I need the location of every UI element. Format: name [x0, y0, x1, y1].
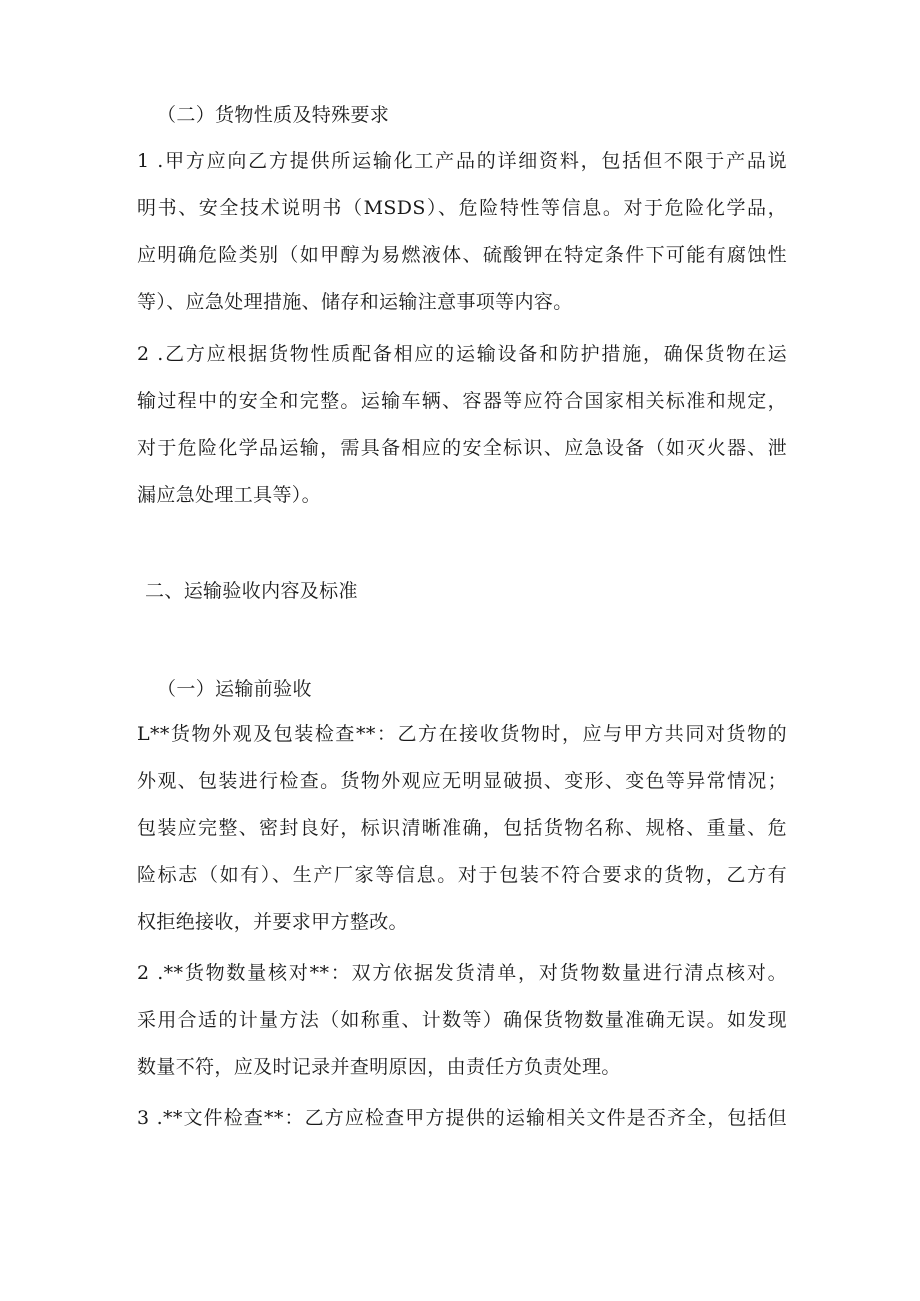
paragraph-line: 1 .甲方应向乙方提供所运输化工产品的详细资料，包括但不限于产品说	[137, 150, 787, 172]
paragraph-line: 数量不符，应及时记录并查明原因，由责任方负责处理。	[137, 1056, 621, 1078]
paragraph-line: 2 .乙方应根据货物性质配备相应的运输设备和防护措施，确保货物在运	[137, 343, 787, 365]
subsection-heading-goods-nature: （二）货物性质及特殊要求	[157, 104, 390, 126]
paragraph-line: L**货物外观及包装检查**：乙方在接收货物时，应与甲方共同对货物的	[137, 723, 787, 745]
paragraph-line: 漏应急处理工具等）。	[137, 484, 322, 506]
section-heading-acceptance: 二、运输验收内容及标准	[145, 580, 358, 602]
paragraph-line: 对于危险化学品运输，需具备相应的安全标识、应急设备（如灭火器、泄	[137, 437, 787, 459]
paragraph-line: 3 .**文件检查**：乙方应检查甲方提供的运输相关文件是否齐全，包括但	[137, 1107, 787, 1129]
paragraph-line: 输过程中的安全和完整。运输车辆、容器等应符合国家相关标准和规定，	[137, 390, 787, 412]
paragraph-line: 外观、包装进行检查。货物外观应无明显破损、变形、变色等异常情况；	[137, 770, 787, 792]
paragraph-line: 包装应完整、密封良好，标识清晰准确，包括货物名称、规格、重量、危	[137, 817, 787, 839]
paragraph-line: 采用合适的计量方法（如称重、计数等）确保货物数量准确无误。如发现	[137, 1009, 787, 1031]
paragraph-line: 权拒绝接收，并要求甲方整改。	[137, 911, 408, 933]
paragraph-line: 2 .**货物数量核对**：双方依据发货清单，对货物数量进行清点核对。	[137, 962, 787, 984]
paragraph-line: 等）、应急处理措施、储存和运输注意事项等内容。	[137, 291, 573, 313]
paragraph-line: 险标志（如有）、生产厂家等信息。对于包装不符合要求的货物，乙方有	[137, 864, 787, 886]
paragraph-line: 应明确危险类别（如甲醇为易燃液体、硫酸钾在特定条件下可能有腐蚀性	[137, 244, 787, 266]
subsection-heading-pre-transport: （一）运输前验收	[157, 678, 312, 700]
paragraph-line: 明书、安全技术说明书（MSDS）、危险特性等信息。对于危险化学品，	[137, 197, 787, 219]
